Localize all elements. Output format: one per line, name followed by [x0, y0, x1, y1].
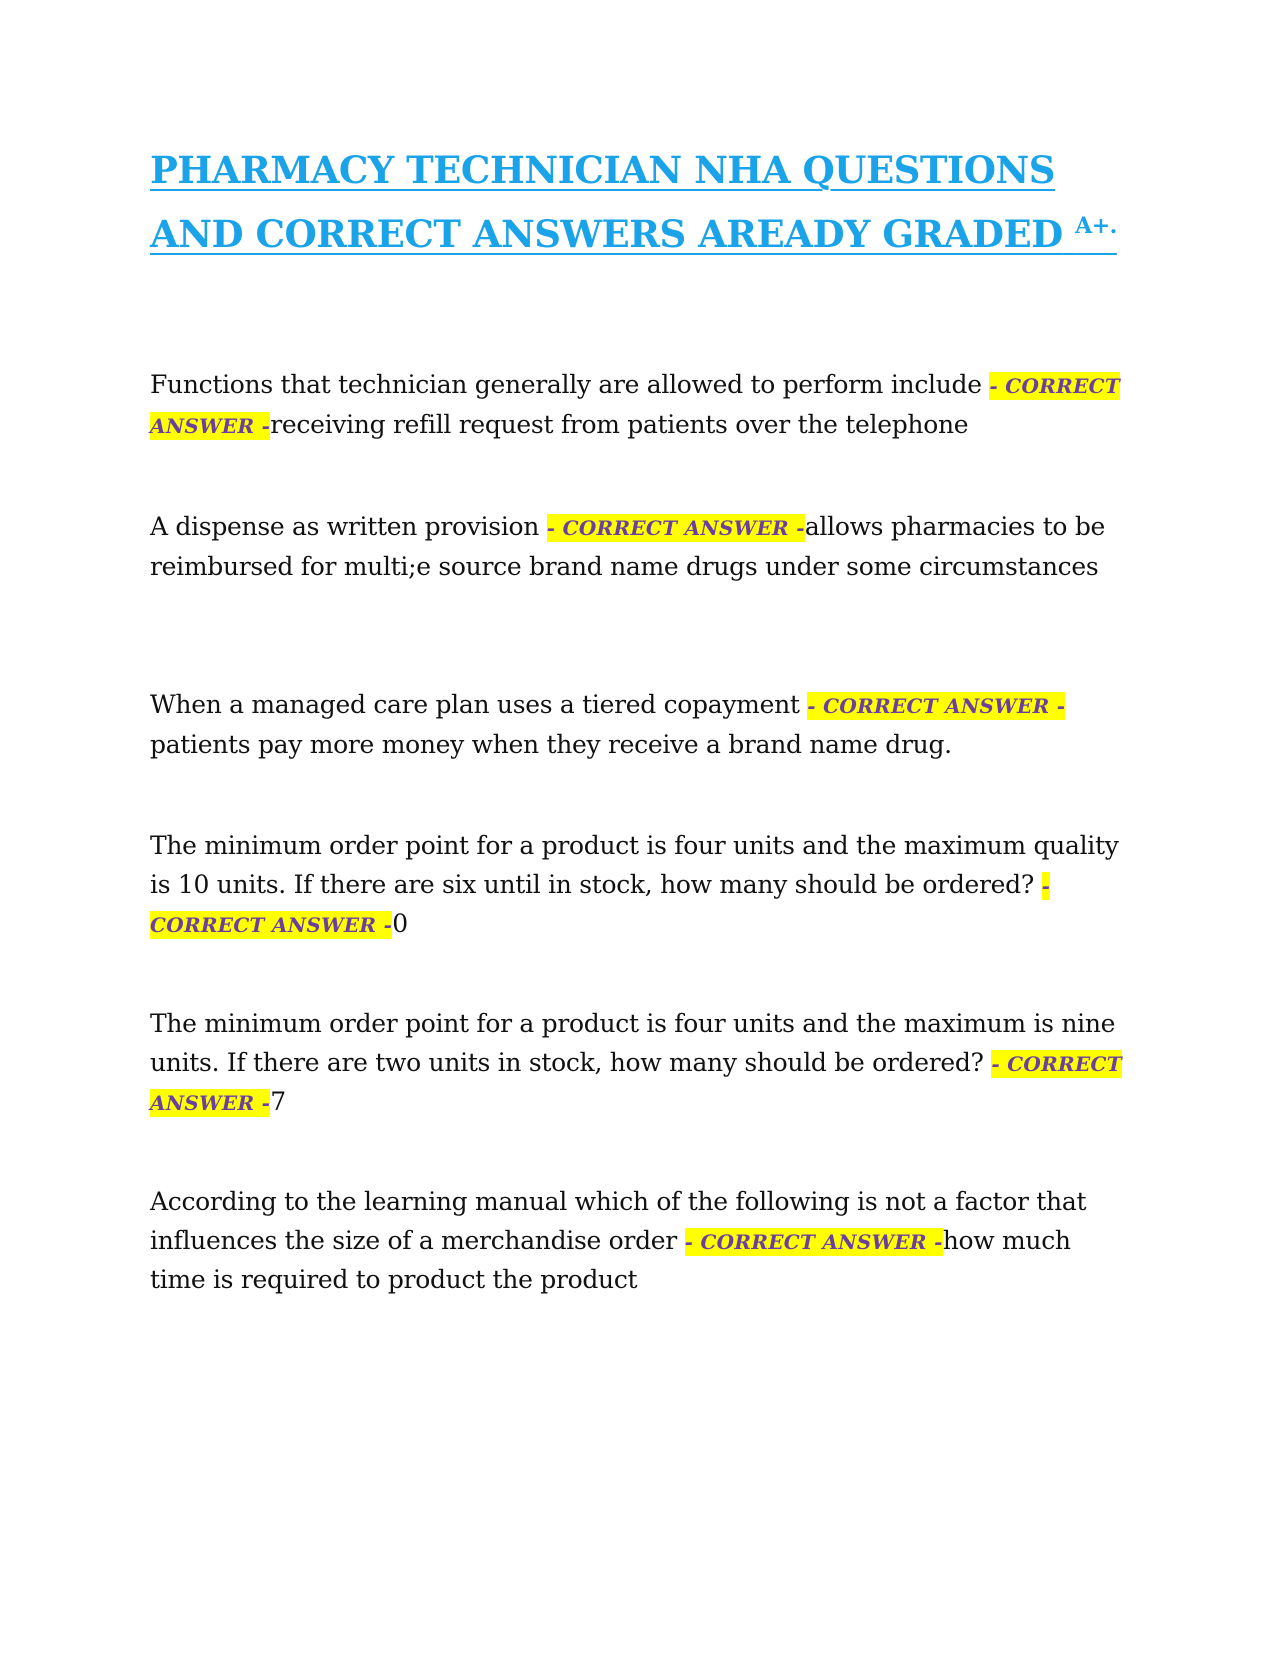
answer-text: patients pay more money when they receive a brand name drug.	[150, 729, 952, 759]
qa-item-4	[150, 827, 1130, 945]
correct-answer-marker: - CORRECT ANSWER -	[150, 374, 1121, 438]
answer-text: 0	[392, 909, 408, 938]
document-title	[150, 142, 1150, 262]
qa-item-1	[150, 366, 1130, 445]
question-text: The minimum order point for a product is four units and the maximum quality is 10 units. If there are six until in stock, how many should be ordered?	[150, 831, 1119, 899]
qa-item-5	[150, 1005, 1130, 1123]
answer-text: how much time is required to product the product	[150, 1225, 1071, 1294]
answer-text: allows pharmacies to be reimbursed for multi;e source brand name drugs under some circumstances	[150, 512, 1106, 581]
question-text: The minimum order point for a product is four units and the maximum is nine units. If there are two units in stock, how many should be ordered?	[150, 1009, 1116, 1077]
question-text: Functions that technician generally are allowed to perform include	[150, 370, 982, 399]
correct-answer-marker: - CORRECT ANSWER -	[150, 1051, 1122, 1115]
title-text: PHARMACY TECHNICIAN NHA QUESTIONS AND CORRECT ANSWERS AREADY GRADED	[150, 148, 1063, 256]
question-text: A dispense as written provision	[150, 512, 540, 541]
title-grade-suffix: A+.	[1075, 213, 1117, 239]
qa-item-6	[150, 1183, 1130, 1300]
correct-answer-marker: - CORRECT ANSWER -	[150, 873, 1051, 937]
correct-answer-marker: - CORRECT ANSWER -	[807, 694, 1066, 718]
correct-answer-marker: - CORRECT ANSWER -	[684, 1229, 943, 1254]
correct-answer-marker: - CORRECT ANSWER -	[546, 516, 805, 540]
question-text: According to the learning manual which of the following is not a factor that influences the size of a merchandise order	[150, 1187, 1087, 1255]
question-text: When a managed care plan uses a tiered copayment	[150, 690, 800, 719]
answer-text: 7	[270, 1087, 286, 1116]
qa-item-2	[150, 508, 1130, 586]
qa-item-3	[150, 686, 1130, 764]
answer-text: receiving refill request from patients over the telephone	[270, 409, 969, 439]
